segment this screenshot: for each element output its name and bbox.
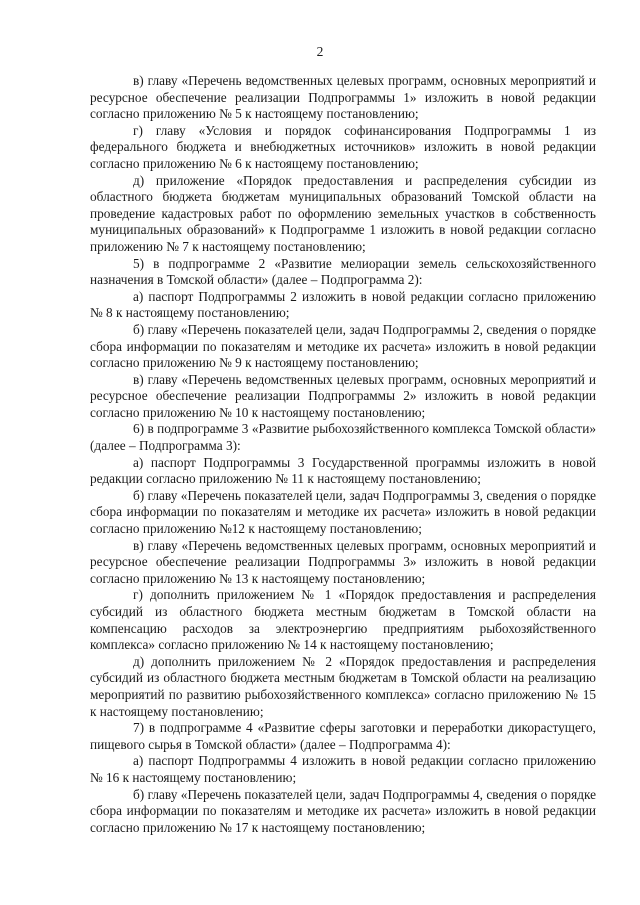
paragraph-3d-subsidy-procedure: д) приложение «Порядок предоставления и распределения субсидии из областного бюджета бюджетам муниципальных образований Томской области на проведение кадастровых работ по оформлению земельных участков в собственность муниципальных образований» к Подпрограмме 1 изложить в новой редакции согласно приложению № 7 к настоящему постановлению; <box>90 172 596 254</box>
paragraph-6g-appendix-1: г) дополнить приложением № 1 «Порядок предоставления и распределения субсидий из областного бюджета местным бюджетам в Томской области на компенсацию расходов за электроэнергию предприятиям рыбохозяйственного комплекса» согласно приложению № 14 к настоящему постановлению; <box>90 587 596 653</box>
paragraph-3v-chapter-1: в) главу «Перечень ведомственных целевых программ, основных мероприятий и ресурсное обеспечение реализации Подпрограммы 1» изложить в новой редакции согласно приложению № 5 к настоящему постановлению; <box>90 73 596 122</box>
paragraph-6-subprogram-3: 6) в подпрограмме 3 «Развитие рыбохозяйственного комплекса Томской области» (далее – Подпрограмма 3): <box>90 421 596 454</box>
paragraph-5a-passport: а) паспорт Подпрограммы 2 изложить в новой редакции согласно приложению № 8 к настоящему постановлению; <box>90 288 596 321</box>
paragraph-7a-passport: а) паспорт Подпрограммы 4 изложить в новой редакции согласно приложению № 16 к настоящему постановлению; <box>90 753 596 785</box>
page-number: 2 <box>316 44 324 59</box>
paragraph-5-subprogram-2: 5) в подпрограмме 2 «Развитие мелиорации земель сельскохозяйственного назначения в Томской области» (далее – Подпрограмма 2): <box>90 255 596 288</box>
paragraph-5b-indicators: б) главу «Перечень показателей цели, задач Подпрограммы 2, сведения о порядке сбора информации по показателям и методике их расчета» изложить в новой редакции согласно приложению № 9 к настоящему постановлению; <box>90 321 596 371</box>
paragraph-7-subprogram-4: 7) в подпрограмме 4 «Развитие сферы заготовки и переработки дикорастущего, пищевого сырья в Томской области» (далее – Подпрограмма 4): <box>90 720 596 752</box>
document-body <box>90 73 596 836</box>
paragraph-6a-passport: а) паспорт Подпрограммы 3 Государственной программы изложить в новой редакции согласно приложению № 11 к настоящему постановлению; <box>90 454 596 487</box>
paragraph-7b-indicators: б) главу «Перечень показателей цели, задач Подпрограммы 4, сведения о порядке сбора информации по показателям и методике их расчета» изложить в новой редакции согласно приложению № 17 к настоящему постановлению; <box>90 786 596 835</box>
paragraph-3g-cofinancing: г) главу «Условия и порядок софинансирования Подпрограммы 1 из федерального бюджета и внебюджетных источников» изложить в новой редакции согласно приложению № 6 к настоящему постановлению; <box>90 122 596 171</box>
paragraph-5v-programs: в) главу «Перечень ведомственных целевых программ, основных мероприятий и ресурсное обеспечение реализации Подпрограммы 2» изложить в новой редакции согласно приложению № 10 к настоящему постановлению; <box>90 371 596 420</box>
paragraph-6v-programs: в) главу «Перечень ведомственных целевых программ, основных мероприятий и ресурсное обеспечение реализации Подпрограммы 3» изложить в новой редакции согласно приложению № 13 к настоящему постановлению; <box>90 537 596 586</box>
paragraph-6d-appendix-2: д) дополнить приложением № 2 «Порядок предоставления и распределения субсидий из областного бюджета местным бюджетам в Томской области на реализацию мероприятий по развитию рыбохозяйственного комплекса» согласно приложению № 15 к настоящему постановлению; <box>90 653 596 719</box>
paragraph-6b-indicators: б) главу «Перечень показателей цели, задач Подпрограммы 3, сведения о порядке сбора информации по показателям и методике их расчета» изложить в новой редакции согласно приложению №12 к настоящему постановлению; <box>90 487 596 537</box>
